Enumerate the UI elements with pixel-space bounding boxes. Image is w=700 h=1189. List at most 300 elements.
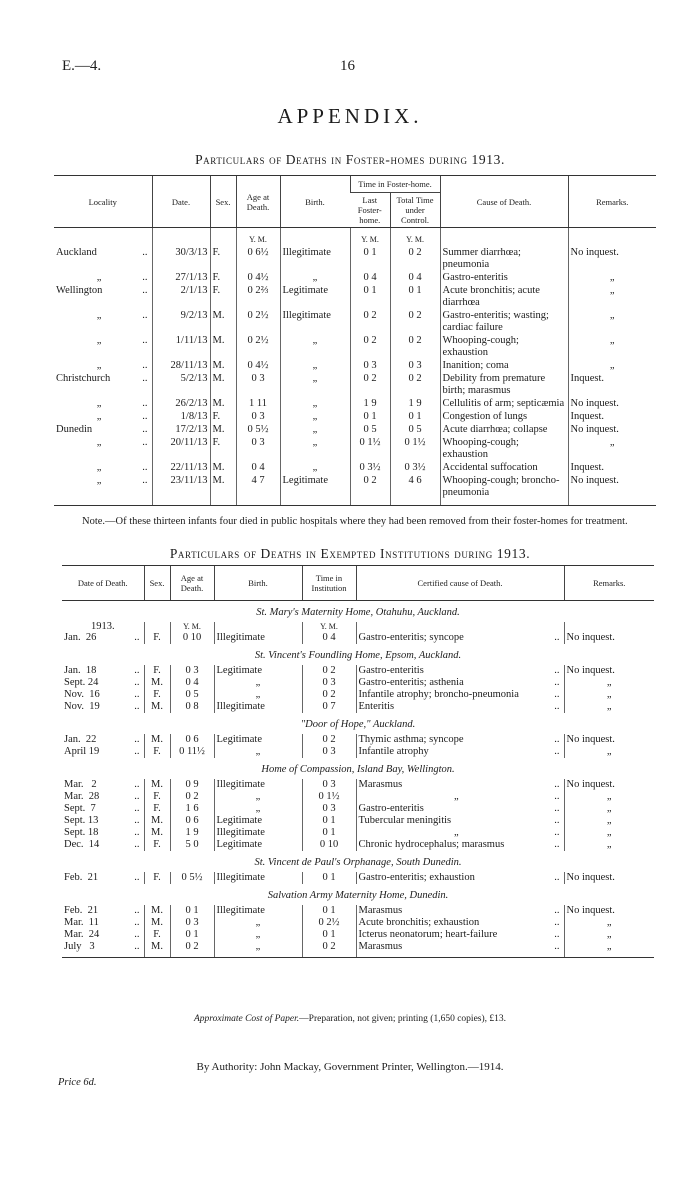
remarks-cell-text: „	[606, 839, 612, 850]
sex-cell	[210, 271, 236, 284]
time-in-institution-cell	[302, 791, 356, 803]
cause-cell	[356, 917, 564, 929]
col-date: Date.	[152, 176, 210, 228]
time-in-institution-cell	[302, 872, 356, 884]
sex-cell-text: F.	[212, 437, 221, 448]
cause-cell	[356, 872, 564, 884]
col-remarks: Remarks.	[564, 566, 654, 601]
birth-cell-text: „	[312, 272, 318, 283]
date-cell-text: 23/11/13	[170, 475, 208, 486]
units-row	[62, 622, 654, 632]
leader-dots: ..	[142, 335, 148, 346]
age-cell	[236, 359, 280, 372]
institution-name: Salvation Army Maternity Home, Dunedin.	[267, 890, 449, 901]
table-row	[54, 461, 656, 474]
col-time-in-foster-home: Time in Foster-home.	[350, 176, 440, 193]
remarks-cell	[568, 372, 656, 397]
time-in-institution-cell-text: 0 4	[322, 632, 336, 643]
sex-cell	[144, 929, 170, 941]
date-cell-text: Jan. 22	[64, 734, 97, 745]
leader-dots: ..	[142, 398, 148, 409]
sex-cell-text: M.	[151, 701, 163, 712]
remarks-cell-text: „	[609, 285, 615, 296]
leader-dots: ..	[142, 272, 148, 283]
birth-cell	[214, 929, 302, 941]
col-birth: Birth.	[280, 176, 350, 228]
sex-cell-text: M.	[212, 335, 225, 346]
date-cell	[62, 941, 144, 958]
remarks-cell	[568, 474, 656, 506]
remarks-cell-text: „	[606, 929, 612, 940]
birth-cell	[214, 872, 302, 884]
age-cell	[170, 917, 214, 929]
date-cell	[152, 410, 210, 423]
units-cell: Y. M.	[170, 622, 214, 632]
remarks-cell-text: „	[609, 272, 615, 283]
col-age: Age at Death.	[236, 176, 280, 228]
time-in-institution-cell-text: 0 7	[322, 701, 336, 712]
table-row	[54, 309, 656, 334]
sex-cell-text: F.	[153, 746, 161, 757]
date-cell	[152, 359, 210, 372]
remarks-cell	[564, 929, 654, 941]
institution-name: St. Mary's Maternity Home, Otahuhu, Auckland.	[256, 607, 460, 618]
last-foster-home-cell-text: 0 1	[363, 285, 377, 296]
institution-name: Home of Compassion, Island Bay, Wellington.	[261, 764, 455, 775]
last-foster-home-cell-text: 0 1½	[359, 437, 381, 448]
time-in-institution-cell	[302, 779, 356, 791]
total-time-cell	[390, 410, 440, 423]
sex-cell	[144, 665, 170, 677]
date-cell	[152, 334, 210, 359]
date-cell	[62, 701, 144, 713]
date-cell-text: Feb. 21	[64, 905, 99, 916]
units-cell	[280, 228, 350, 247]
age-cell	[170, 905, 214, 917]
locality-cell	[54, 334, 152, 359]
birth-cell	[214, 734, 302, 746]
age-cell	[170, 665, 214, 677]
table-row	[62, 632, 654, 644]
cause-cell	[440, 284, 568, 309]
locality-cell	[54, 461, 152, 474]
age-cell	[236, 397, 280, 410]
leader-dots: ..	[142, 437, 148, 448]
date-cell	[62, 839, 144, 851]
table-row	[62, 917, 654, 929]
cause-cell-text: Gastro-enteritis; syncope	[358, 632, 464, 643]
birth-cell	[214, 839, 302, 851]
total-time-cell	[390, 359, 440, 372]
col-sex: Sex.	[210, 176, 236, 228]
remarks-cell-text: Inquest.	[570, 411, 605, 422]
cause-cell-text: Chronic hydrocephalus; marasmus	[358, 839, 505, 850]
sex-cell-text: M.	[151, 941, 163, 952]
table-row	[54, 410, 656, 423]
sex-cell	[210, 309, 236, 334]
leader-dots: ..	[134, 779, 140, 790]
remarks-cell	[568, 334, 656, 359]
age-cell-text: 0 2½	[247, 310, 269, 321]
birth-cell-text: „	[312, 398, 318, 409]
cause-cell	[440, 334, 568, 359]
last-foster-home-cell	[350, 334, 390, 359]
sex-cell-text: F.	[212, 285, 221, 296]
age-cell	[236, 309, 280, 334]
sex-cell-text: F.	[153, 929, 161, 940]
locality-cell-text: „	[96, 310, 102, 321]
units-cell	[54, 228, 152, 247]
cause-cell	[356, 632, 564, 644]
table1-note: Note.—Of these thirteen infants four died in public hospitals where they had been removed from their foster-homes for treatment.	[82, 516, 628, 527]
birth-cell	[280, 372, 350, 397]
leader-dots: ..	[554, 872, 560, 883]
table-row	[62, 701, 654, 713]
last-foster-home-cell-text: 0 2	[363, 373, 377, 384]
birth-cell	[214, 827, 302, 839]
sex-cell-text: F.	[153, 803, 161, 814]
date-cell	[152, 284, 210, 309]
cause-cell-text: Infantile atrophy; broncho-pneumonia	[358, 689, 519, 700]
last-foster-home-cell-text: 1 9	[363, 398, 377, 409]
leader-dots: ..	[554, 779, 560, 790]
age-cell	[170, 746, 214, 758]
cost-of-paper	[0, 1014, 700, 1024]
cause-cell	[440, 436, 568, 461]
age-cell-text: 0 4½	[247, 272, 269, 283]
institution-name: St. Vincent's Foundling Home, Epsom, Auckland.	[254, 650, 462, 661]
date-cell	[152, 372, 210, 397]
date-cell	[62, 917, 144, 929]
leader-dots: ..	[134, 665, 140, 676]
last-foster-home-cell-text: 0 2	[363, 310, 377, 321]
institution-name: St. Vincent de Paul's Orphanage, South Dunedin.	[254, 857, 462, 868]
cause-cell-text: Whooping-cough; exhaustion	[442, 335, 519, 358]
cause-cell-text: Cellulitis of arm; septicæmia	[442, 398, 565, 409]
age-cell-text: 0 2⅔	[247, 285, 269, 296]
sex-cell	[210, 334, 236, 359]
age-cell-text: 1 11	[249, 398, 267, 409]
total-time-cell-text: 0 1	[408, 411, 422, 422]
sex-cell	[144, 872, 170, 884]
cause-cell	[356, 839, 564, 851]
col-locality: Locality	[54, 176, 152, 228]
sex-cell-text: M.	[212, 360, 225, 371]
time-in-institution-cell-text: 0 1	[322, 872, 336, 883]
time-in-institution-cell-text: 0 3	[322, 803, 336, 814]
leader-dots: ..	[554, 839, 560, 850]
leader-dots: ..	[554, 929, 560, 940]
leader-dots: ..	[134, 746, 140, 757]
date-cell	[62, 827, 144, 839]
age-cell	[170, 929, 214, 941]
time-in-institution-cell	[302, 929, 356, 941]
remarks-cell-text: „	[606, 827, 612, 838]
total-time-cell	[390, 334, 440, 359]
date-cell	[62, 815, 144, 827]
remarks-cell-text: Inquest.	[570, 462, 605, 473]
time-in-institution-cell	[302, 746, 356, 758]
remarks-cell-text: „	[606, 701, 612, 712]
remarks-cell-text: „	[606, 815, 612, 826]
locality-cell	[54, 284, 152, 309]
cause-cell-text: Enteritis	[358, 701, 395, 712]
table-row	[54, 372, 656, 397]
col-date-of-death: Date of Death.	[62, 566, 144, 601]
date-cell	[62, 779, 144, 791]
last-foster-home-cell	[350, 271, 390, 284]
leader-dots: ..	[134, 701, 140, 712]
leader-dots: ..	[134, 689, 140, 700]
table-row	[54, 474, 656, 506]
remarks-cell	[568, 284, 656, 309]
total-time-cell-text: 0 4	[408, 272, 422, 283]
remarks-cell-text: „	[606, 677, 612, 688]
col-remarks: Remarks.	[568, 176, 656, 228]
units-row	[54, 228, 656, 247]
birth-cell	[214, 665, 302, 677]
sex-cell	[144, 917, 170, 929]
cause-cell-text: Gastro-enteritis; asthenia	[358, 677, 464, 688]
birth-cell-text: „	[255, 791, 261, 802]
remarks-cell	[564, 839, 654, 851]
age-cell	[236, 474, 280, 506]
cause-cell	[356, 689, 564, 701]
table-row	[62, 677, 654, 689]
age-cell-text: 1 6	[185, 803, 199, 814]
date-cell	[62, 746, 144, 758]
age-cell-text: 0 3	[251, 437, 265, 448]
age-cell	[236, 372, 280, 397]
cause-cell	[440, 309, 568, 334]
cause-cell	[356, 779, 564, 791]
units-cell: Y. M.	[302, 622, 356, 632]
age-cell-text: 0 4	[185, 677, 199, 688]
institution-deaths-table	[62, 565, 654, 958]
sex-cell-text: F.	[153, 839, 161, 850]
sex-cell-text: M.	[212, 424, 225, 435]
remarks-cell-text: No inquest.	[570, 247, 619, 258]
cost-text: —Preparation, not given; printing (1,650 copies), £13.	[299, 1014, 507, 1024]
age-cell	[236, 461, 280, 474]
leader-dots: ..	[554, 677, 560, 688]
time-in-institution-cell-text: 0 3	[322, 677, 336, 688]
birth-cell-text: „	[312, 462, 318, 473]
locality-cell-text: Auckland	[56, 247, 97, 258]
date-cell-text: 5/2/13	[180, 373, 208, 384]
leader-dots: ..	[134, 815, 140, 826]
date-cell-text: Nov. 16	[64, 689, 100, 700]
leader-dots: ..	[142, 360, 148, 371]
date-cell	[62, 689, 144, 701]
age-cell	[236, 284, 280, 309]
institution-row	[62, 851, 654, 872]
date-cell-text: 17/2/13	[175, 424, 208, 435]
last-foster-home-cell-text: 0 1	[363, 247, 377, 258]
age-cell	[170, 677, 214, 689]
birth-cell-text: „	[255, 746, 261, 757]
age-cell-text: 0 5	[185, 689, 199, 700]
birth-cell-text: Legitimate	[216, 815, 262, 826]
cause-cell-text: Marasmus	[358, 941, 403, 952]
remarks-cell-text: No inquest.	[566, 665, 615, 676]
time-in-institution-cell	[302, 905, 356, 917]
leader-dots: ..	[554, 827, 560, 838]
time-in-institution-cell	[302, 839, 356, 851]
remarks-cell	[564, 791, 654, 803]
last-foster-home-cell-text: 0 1	[363, 411, 377, 422]
table-row	[62, 872, 654, 884]
last-foster-home-cell	[350, 461, 390, 474]
remarks-cell-text: No inquest.	[566, 905, 615, 916]
time-in-institution-cell-text: 0 3	[322, 779, 336, 790]
date-cell	[152, 436, 210, 461]
remarks-cell-text: No inquest.	[570, 475, 619, 486]
sex-cell	[144, 779, 170, 791]
last-foster-home-cell	[350, 246, 390, 271]
last-foster-home-cell	[350, 372, 390, 397]
table-row	[62, 839, 654, 851]
birth-cell	[214, 632, 302, 644]
sex-cell-text: M.	[151, 677, 163, 688]
age-cell	[170, 827, 214, 839]
birth-cell	[214, 941, 302, 958]
total-time-cell	[390, 271, 440, 284]
time-in-institution-cell-text: 0 10	[319, 839, 339, 850]
cause-cell-text: Gastro-enteritis	[442, 272, 508, 283]
time-in-institution-cell-text: 0 1	[322, 929, 336, 940]
age-cell-text: 0 4	[251, 462, 265, 473]
time-in-institution-cell	[302, 917, 356, 929]
time-in-institution-cell-text: 0 1½	[318, 791, 340, 802]
remarks-cell	[564, 917, 654, 929]
remarks-cell	[568, 436, 656, 461]
table-row	[54, 246, 656, 271]
total-time-cell-text: 1 9	[408, 398, 422, 409]
cause-cell	[356, 665, 564, 677]
remarks-cell-text: „	[606, 746, 612, 757]
time-in-institution-cell-text: 0 1	[322, 905, 336, 916]
col-certified-cause: Certified cause of Death.	[356, 566, 564, 601]
birth-cell	[214, 677, 302, 689]
birth-cell	[280, 436, 350, 461]
remarks-cell	[564, 734, 654, 746]
time-in-institution-cell	[302, 827, 356, 839]
total-time-cell	[390, 246, 440, 271]
last-foster-home-cell	[350, 423, 390, 436]
leader-dots: ..	[134, 839, 140, 850]
date-cell-text: 2/1/13	[180, 285, 208, 296]
leader-dots: ..	[142, 411, 148, 422]
time-in-institution-cell	[302, 665, 356, 677]
date-cell-text: 1/8/13	[180, 411, 208, 422]
leader-dots: ..	[554, 734, 560, 745]
age-cell	[236, 334, 280, 359]
col-birth: Birth.	[214, 566, 302, 601]
table-row	[62, 746, 654, 758]
cost-label: Approximate Cost of Paper.	[193, 1014, 300, 1024]
birth-cell	[280, 423, 350, 436]
locality-cell	[54, 436, 152, 461]
cause-cell	[356, 701, 564, 713]
age-cell-text: 0 3	[251, 411, 265, 422]
age-cell-text: 0 9	[185, 779, 199, 790]
total-time-cell-text: 0 1½	[404, 437, 426, 448]
birth-cell	[214, 779, 302, 791]
birth-cell-text: Illegitimate	[216, 632, 265, 643]
table-row	[54, 271, 656, 284]
units-cell	[210, 228, 236, 247]
cause-cell-text: Congestion of lungs	[442, 411, 528, 422]
cause-cell	[356, 827, 564, 839]
remarks-cell-text: „	[606, 689, 612, 700]
institution-row	[62, 758, 654, 779]
birth-cell-text: Illegitimate	[282, 310, 331, 321]
locality-cell	[54, 423, 152, 436]
table-row	[62, 815, 654, 827]
remarks-cell-text: „	[609, 437, 615, 448]
sex-cell	[144, 839, 170, 851]
cause-cell-text: Acute bronchitis; exhaustion	[358, 917, 480, 928]
date-cell	[62, 791, 144, 803]
table-row	[62, 941, 654, 958]
leader-dots: ..	[142, 373, 148, 384]
cause-cell-text: Accidental suffocation	[442, 462, 538, 473]
leader-dots: ..	[142, 310, 148, 321]
table-row	[54, 397, 656, 410]
total-time-cell-text: 0 2	[408, 247, 422, 258]
age-cell-text: 0 6½	[247, 247, 269, 258]
age-cell	[170, 734, 214, 746]
date-cell	[152, 271, 210, 284]
institution-row	[62, 713, 654, 734]
last-foster-home-cell-text: 0 3½	[359, 462, 381, 473]
remarks-cell	[564, 677, 654, 689]
institution-row	[62, 644, 654, 665]
locality-cell-text: „	[96, 398, 102, 409]
date-cell-text: Sept. 24	[64, 677, 99, 688]
total-time-cell	[390, 474, 440, 506]
birth-cell-text: Illegitimate	[216, 779, 265, 790]
locality-cell	[54, 309, 152, 334]
sex-cell	[210, 436, 236, 461]
table-row	[62, 689, 654, 701]
date-cell-text: Feb. 21	[64, 872, 99, 883]
table-row	[54, 436, 656, 461]
sex-cell	[144, 734, 170, 746]
date-cell	[62, 905, 144, 917]
table-row	[54, 423, 656, 436]
units-cell: Y. M.	[236, 228, 280, 247]
cause-cell-text: Tubercular meningitis	[358, 815, 452, 826]
leader-dots: ..	[142, 247, 148, 258]
locality-cell	[54, 397, 152, 410]
last-foster-home-cell	[350, 309, 390, 334]
time-in-institution-cell-text: 0 3	[322, 746, 336, 757]
units-cell	[568, 228, 656, 247]
sex-cell-text: M.	[151, 815, 163, 826]
date-cell-text: Jan. 26	[64, 632, 97, 643]
table-row	[62, 791, 654, 803]
leader-dots: ..	[142, 285, 148, 296]
total-time-cell-text: 4 6	[408, 475, 422, 486]
date-cell	[62, 734, 144, 746]
date-cell-text: July 3	[64, 941, 95, 952]
time-in-institution-cell	[302, 701, 356, 713]
birth-cell	[214, 803, 302, 815]
total-time-cell	[390, 284, 440, 309]
sex-cell-text: F.	[153, 791, 161, 802]
